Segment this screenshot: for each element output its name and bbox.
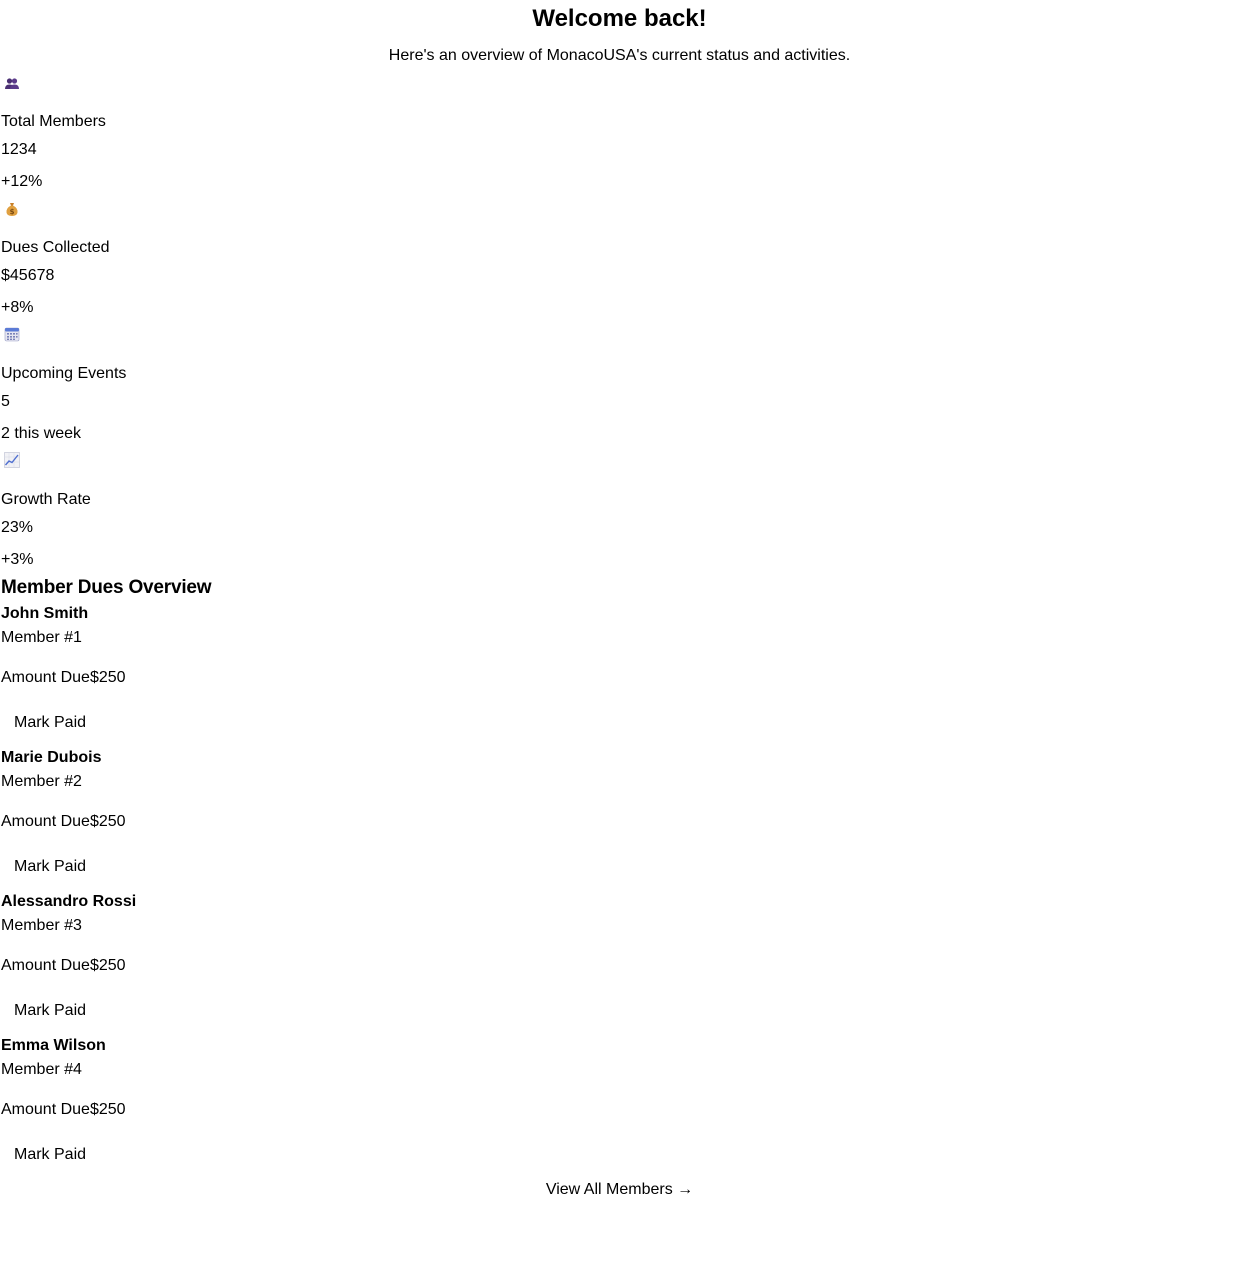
member-name: Emma Wilson	[1, 1037, 106, 1054]
amount-due	[1, 956, 126, 976]
calendar-icon	[4, 326, 20, 342]
member-number: Member #2	[1, 773, 82, 790]
stat-value-growth-rate: 23%	[1, 519, 34, 536]
stat-value-total-members: 1234	[1, 141, 37, 158]
member-name: Marie Dubois	[1, 749, 102, 766]
amount-due	[1, 1100, 126, 1120]
amount-due	[1, 668, 126, 688]
amount-due-label: Amount Due	[1, 813, 90, 830]
amount-due-label: Amount Due	[1, 669, 90, 686]
amount-due-label: Amount Due	[1, 1101, 90, 1118]
member-number: Member #4	[1, 1061, 82, 1078]
mark-paid-button[interactable]: Mark Paid	[1, 998, 99, 1024]
stat-label-growth-rate: Growth Rate	[1, 491, 91, 508]
stat-value-dues-collected: $45678	[1, 267, 55, 284]
page-subtitle: Here's an overview of MonacoUSA's current status and activities.	[388, 47, 851, 64]
svg-text:$: $	[9, 208, 15, 216]
member-name: Alessandro Rossi	[1, 893, 137, 910]
stat-value-upcoming-events: 5	[1, 393, 10, 410]
member-number: Member #3	[1, 917, 82, 934]
page-title: Welcome back!	[532, 5, 707, 32]
stat-change-growth-rate: +3%	[1, 551, 34, 568]
mark-paid-button[interactable]: Mark Paid	[1, 1142, 99, 1168]
amount-due-value: $250	[89, 957, 126, 974]
stat-label-upcoming-events: Upcoming Events	[1, 365, 127, 382]
amount-due-value: $250	[89, 813, 126, 830]
amount-due	[1, 812, 126, 832]
amount-due-value: $250	[89, 1101, 126, 1118]
dues-section-title: Member Dues Overview	[1, 577, 212, 598]
stat-change-total-members: +12%	[1, 173, 43, 190]
amount-due-value: $250	[89, 669, 126, 686]
stat-label-total-members: Total Members	[1, 113, 106, 130]
view-all-members-link[interactable]: View All Members →	[545, 1181, 694, 1198]
member-name: John Smith	[1, 605, 89, 622]
mark-paid-button[interactable]: Mark Paid	[1, 854, 99, 880]
stat-label-dues-collected: Dues Collected	[1, 239, 110, 256]
chart-increasing-icon	[4, 452, 20, 468]
mark-paid-button[interactable]: Mark Paid	[1, 710, 99, 736]
amount-due-label: Amount Due	[1, 957, 90, 974]
stat-change-upcoming-events: 2 this week	[1, 425, 82, 442]
people-icon	[4, 76, 20, 92]
member-number: Member #1	[1, 629, 82, 646]
money-bag-icon	[4, 201, 20, 217]
stat-change-dues-collected: +8%	[1, 299, 34, 316]
